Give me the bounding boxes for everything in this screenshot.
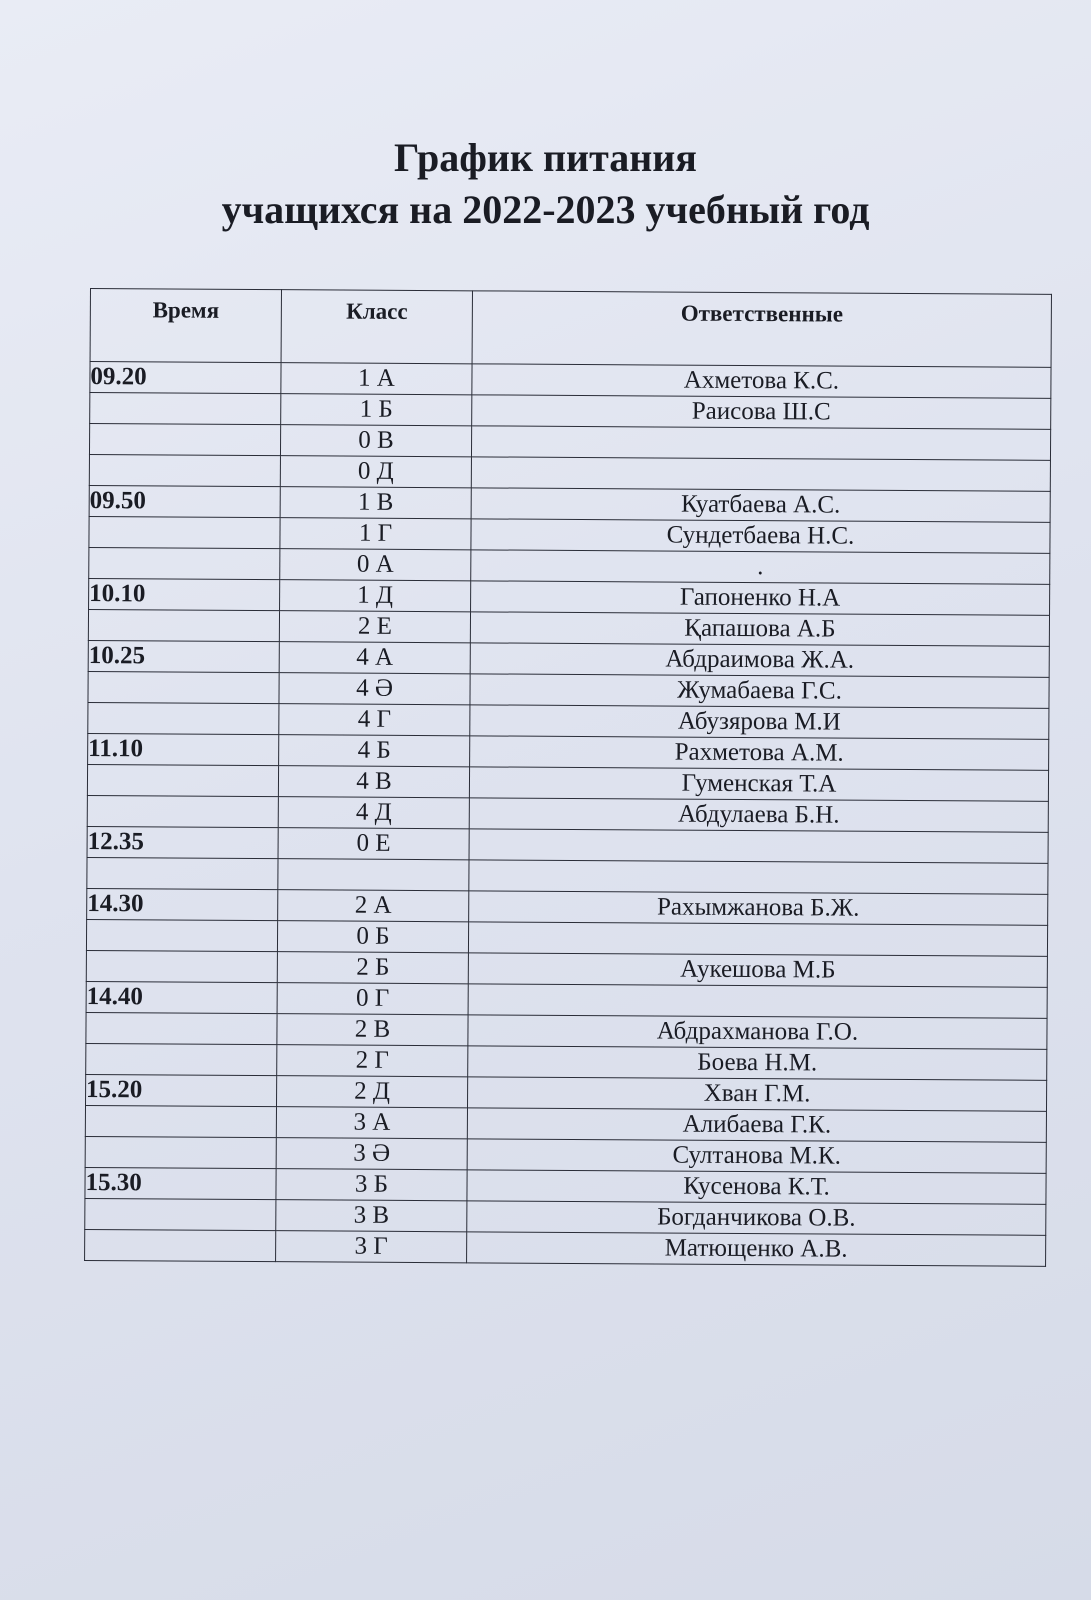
time-cell — [86, 1043, 277, 1075]
time-cell — [87, 795, 278, 827]
time-cell: 14.40 — [86, 981, 277, 1013]
class-cell: 1 Б — [281, 394, 472, 426]
time-cell: 14.30 — [87, 888, 278, 920]
responsible-cell: Алибаева Г.К. — [467, 1108, 1046, 1143]
time-cell — [88, 702, 279, 734]
class-cell: 4 Г — [279, 704, 470, 736]
class-cell: 3 Б — [276, 1169, 467, 1201]
class-cell: 0 Е — [278, 828, 469, 860]
time-cell: 10.10 — [89, 578, 280, 610]
responsible-cell: Кусенова К.Т. — [467, 1170, 1046, 1205]
responsible-cell — [471, 426, 1050, 461]
time-cell — [85, 1105, 276, 1137]
header-responsible: Ответственные — [472, 291, 1051, 368]
time-cell: 09.20 — [90, 362, 281, 394]
table-header — [90, 289, 1051, 368]
time-cell — [86, 919, 277, 951]
responsible-cell: Матющенко А.В. — [467, 1232, 1046, 1267]
time-cell — [88, 609, 279, 641]
responsible-cell: Аукешова М.Б — [468, 953, 1047, 988]
responsible-cell: Абдрахманова Г.О. — [468, 1015, 1047, 1050]
responsible-cell: Гуменская Т.А — [469, 767, 1048, 802]
responsible-cell: Абдулаева Б.Н. — [469, 798, 1048, 833]
class-cell: 3 Ә — [276, 1138, 467, 1170]
document-title: График питания — [394, 135, 697, 180]
time-cell: 11.10 — [88, 733, 279, 765]
class-cell: 2 Д — [277, 1076, 468, 1108]
schedule-table — [84, 288, 1052, 1267]
time-cell: 12.35 — [87, 826, 278, 858]
class-cell: 2 Е — [279, 611, 470, 643]
responsible-cell: Жумабаева Г.С. — [470, 674, 1049, 709]
responsible-cell: . — [471, 550, 1050, 585]
class-cell: 2 А — [278, 890, 469, 922]
responsible-cell: Султанова М.К. — [467, 1139, 1046, 1174]
class-cell: 1 Г — [280, 518, 471, 550]
class-cell: 2 В — [277, 1014, 468, 1046]
class-cell: 4 В — [278, 766, 469, 798]
responsible-cell: Богданчикова О.В. — [467, 1201, 1046, 1236]
class-cell: 3 Г — [276, 1231, 467, 1263]
document-subtitle: учащихся на 2022-2023 учебный год — [221, 187, 870, 232]
time-cell — [85, 1229, 276, 1261]
time-cell — [89, 424, 280, 456]
time-cell — [89, 516, 280, 548]
class-cell: 0 А — [280, 549, 471, 581]
time-cell: 09.50 — [89, 485, 280, 517]
responsible-cell: Куатбаева А.С. — [471, 488, 1050, 523]
header-row — [90, 289, 1051, 368]
class-cell: 0 Б — [277, 921, 468, 953]
table-body — [85, 362, 1051, 1267]
class-cell: 3 А — [276, 1107, 467, 1139]
time-cell — [89, 547, 280, 579]
responsible-cell — [469, 829, 1048, 864]
class-cell: 1 В — [280, 487, 471, 519]
class-cell: 2 Б — [277, 952, 468, 984]
time-cell — [85, 1198, 276, 1230]
time-cell — [90, 393, 281, 425]
responsible-cell: Абдраимова Ж.А. — [470, 643, 1049, 678]
responsible-cell: Раисова Ш.С — [472, 395, 1051, 430]
class-cell: 0 Д — [280, 456, 471, 488]
time-cell: 10.25 — [88, 640, 279, 672]
class-cell: 2 Г — [277, 1045, 468, 1077]
time-cell — [86, 1012, 277, 1044]
class-cell: 4 Д — [278, 797, 469, 829]
class-cell: 0 Г — [277, 983, 468, 1015]
time-cell — [87, 764, 278, 796]
class-cell: 1 Д — [280, 580, 471, 612]
responsible-cell: Ахметова К.С. — [472, 364, 1051, 399]
class-cell: 4 А — [279, 642, 470, 674]
responsible-cell — [469, 860, 1048, 895]
responsible-cell: Хван Г.М. — [467, 1077, 1046, 1112]
responsible-cell: Абузярова М.И — [470, 705, 1049, 740]
header-time: Время — [90, 289, 281, 363]
header-class: Класс — [281, 290, 472, 364]
time-cell — [89, 454, 280, 486]
responsible-cell — [468, 984, 1047, 1019]
class-cell: 4 Ә — [279, 673, 470, 705]
time-cell — [88, 671, 279, 703]
class-cell — [278, 859, 469, 891]
responsible-cell: Рахметова А.М. — [470, 736, 1049, 771]
responsible-cell — [471, 457, 1050, 492]
responsible-cell — [468, 922, 1047, 957]
time-cell: 15.20 — [86, 1074, 277, 1106]
responsible-cell: Рахымжанова Б.Ж. — [469, 891, 1048, 926]
time-cell — [86, 950, 277, 982]
class-cell: 3 В — [276, 1200, 467, 1232]
responsible-cell: Гапоненко Н.А — [471, 581, 1050, 616]
table-row — [85, 1229, 1046, 1266]
class-cell: 0 В — [280, 425, 471, 457]
responsible-cell: Сундетбаева Н.С. — [471, 519, 1050, 554]
class-cell: 4 Б — [279, 735, 470, 767]
time-cell: 15.30 — [85, 1167, 276, 1199]
responsible-cell: Боева Н.М. — [468, 1046, 1047, 1081]
class-cell: 1 А — [281, 363, 472, 395]
responsible-cell: Қапашова А.Б — [470, 612, 1049, 647]
time-cell — [85, 1136, 276, 1168]
time-cell — [87, 857, 278, 889]
